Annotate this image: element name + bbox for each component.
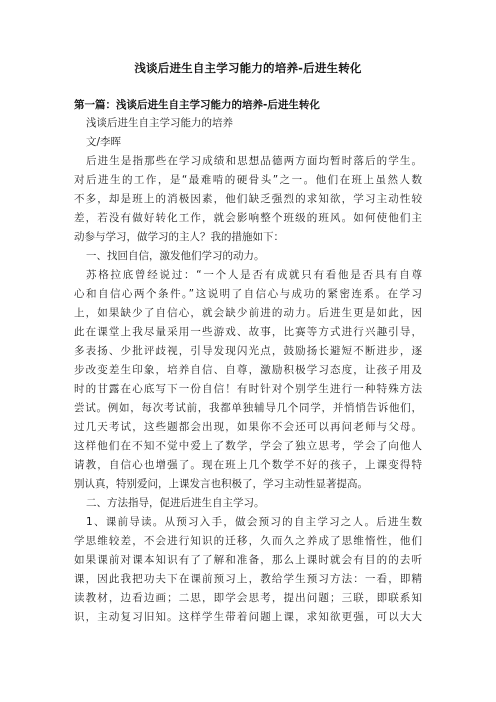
body-line: 苏格拉底曾经说过：“一个人是否有成就只有看他是否具有自尊 xyxy=(86,269,422,281)
body-line: 过几天考试，这些题都会出现，如果你不会还可以再问老师与父母。 xyxy=(74,421,422,433)
body-line: 多表扬、少批评歧视，引导发现闪光点，鼓励扬长避短不断进步，逐 xyxy=(74,345,422,357)
body-line: 上，如果缺少了自信心，就会缺少前进的动力。后进生更是如此，因 xyxy=(74,307,422,319)
body-line: 1、课前导读。从预习入手，做会预习的自主学习之人。后进生数 xyxy=(86,516,422,528)
body-line: 别认真，特别爱问，上课发言也积极了，学习主动性显著提高。 xyxy=(74,478,368,490)
author-line: 文/李晖 xyxy=(86,136,122,148)
body-line: 课，因此我把功夫下在课前预习上，教给学生预习方法：一看，即精 xyxy=(74,573,422,585)
body-line: 差，若没有做好转化工作，就会影响整个班级的班风。如何使他们主 xyxy=(74,212,422,224)
body-line: 尝试。例如，每次考试前，我都单独辅导几个同学，并悄悄告诉他们， xyxy=(74,402,422,414)
body-line: 动参与学习，做学习的主人？我的措施如下： xyxy=(74,231,284,243)
body-line: 对后进生的工作，是“最难啃的硬骨头”之一。他们在班上虽然人数 xyxy=(74,174,422,186)
document-title: 浅谈后进生自主学习能力的培养-后进生转化 xyxy=(134,61,362,75)
section-heading: 二、方法指导，促进后进生自主学习。 xyxy=(86,497,265,509)
chapter-heading: 第一篇：浅谈后进生自主学习能力的培养-后进生转化 xyxy=(74,99,320,111)
body-line: 读教材，边看边画；二思，即学会思考，提出问题；三联，即联系知 xyxy=(74,592,422,604)
subtitle: 浅谈后进生自主学习能力的培养 xyxy=(86,117,233,129)
body-line: 步改变差生印象，培养自信、自尊，激励积极学习态度，让孩子用及 xyxy=(74,364,422,376)
body-line: 后进生是指那些在学习成绩和思想品德两方面均暂时落后的学生。 xyxy=(86,155,422,167)
body-line: 请教，自信心也增强了。现在班上几个数学不好的孩子，上课变得特 xyxy=(74,459,422,471)
body-line: 此在课堂上我尽量采用一些游戏、故事，比赛等方式进行兴趣引导， xyxy=(74,326,422,338)
section-heading: 一、找回自信，激发他们学习的动力。 xyxy=(86,250,265,262)
body-line: 学思维较差，不会进行知识的迁移，久而久之养成了思维惰性，他们 xyxy=(74,535,422,547)
body-line: 时的甘露在心底写下一份自信！有时针对个别学生进行一种特殊方法 xyxy=(74,383,422,395)
body-line: 心和自信心两个条件。”这说明了自信心与成功的紧密连系。在学习 xyxy=(74,288,422,300)
body-line: 这样他们在不知不觉中爱上了数学，学会了独立思考，学会了向他人 xyxy=(74,440,422,452)
body-line: 如果课前对课本知识有了了解和准备，那么上课时就会有目的的去听 xyxy=(74,554,422,566)
body-line: 不多，却是班上的消极因素，他们缺乏强烈的求知欲，学习主动性较 xyxy=(74,193,422,205)
body-line: 识，主动复习旧知。这样学生带着问题上课，求知欲更强，可以大大 xyxy=(74,611,422,623)
